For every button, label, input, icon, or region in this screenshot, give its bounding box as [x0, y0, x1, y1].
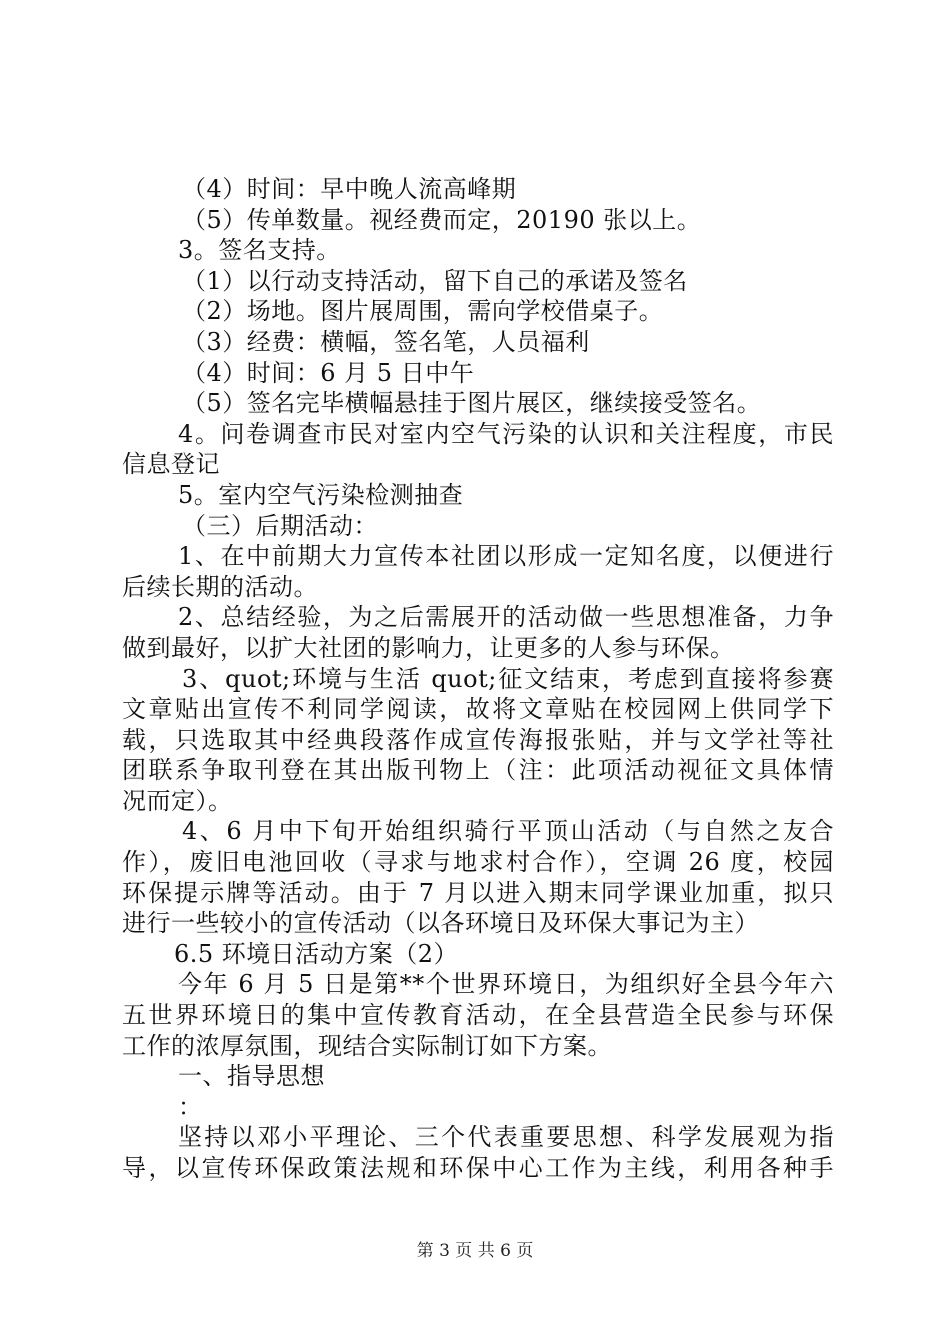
- text-line: 后续长期的活动。: [122, 572, 318, 601]
- text-line: 信息登记: [122, 450, 220, 479]
- text-line: 导，以宣传环保政策法规和环保中心工作为主线，利用各种手: [122, 1154, 834, 1182]
- text-line: 一、指导思想: [178, 1062, 325, 1091]
- text-line: （4）时间：6 月 5 日中午: [182, 358, 475, 387]
- document-body: [122, 174, 834, 1184]
- text-line: 做到最好，以扩大社团的影响力，让更多的人参与环保。: [122, 633, 735, 662]
- text-line: （1）以行动支持活动，留下自己的承诺及签名: [182, 266, 688, 295]
- text-line: 进行一些较小的宣传活动（以各环境日及环保大事记为主）: [122, 909, 759, 938]
- text-line: 2、总结经验，为之后需展开的活动做一些思想准备，力争: [178, 603, 834, 632]
- text-line: （5）传单数量。视经费而定，20190 张以上。: [182, 205, 702, 234]
- text-line: 1、在中前期大力宣传本社团以形成一定知名度，以便进行: [178, 542, 834, 571]
- text-line: 今年 6 月 5 日是第**个世界环境日，为组织好全县今年六: [178, 970, 834, 999]
- text-line: 团联系争取刊登在其出版刊物上（注：此项活动视征文具体情: [122, 756, 834, 785]
- text-line: 工作的浓厚氛围，现结合实际制订如下方案。: [122, 1031, 612, 1060]
- text-line: 载，只选取其中经典段落作成宣传海报张贴，并与文学社等社: [122, 725, 834, 754]
- text-line: 文章贴出宣传不利同学阅读，故将文章贴在校园网上供同学下: [122, 695, 834, 724]
- text-line: （5）签名完毕横幅悬挂于图片展区，继续接受签名。: [182, 389, 762, 418]
- text-line: 坚持以邓小平理论、三个代表重要思想、科学发展观为指: [178, 1123, 834, 1152]
- text-line: 6.5 环境日活动方案（2）: [174, 939, 459, 968]
- text-line: （4）时间：早中晚人流高峰期: [182, 175, 517, 203]
- text-line: 3、quot;环境与生活 quot;征文结束，考虑到直接将参赛: [182, 664, 834, 693]
- text-line: （三）后期活动：: [182, 511, 378, 540]
- text-line: 作），废旧电池回收（寻求与地求村合作），空调 26 度，校园: [122, 848, 834, 877]
- text-line: 5。室内空气污染检测抽查: [178, 480, 464, 509]
- text-line: 3。签名支持。: [178, 236, 341, 265]
- text-line: （2）场地。图片展周围，需向学校借桌子。: [182, 297, 664, 326]
- page-footer: 第 3 页 共 6 页: [416, 1241, 534, 1261]
- text-line: （3）经费：横幅，签名笔，人员福利: [182, 327, 590, 356]
- text-line: 环保提示牌等活动。由于 7 月以进入期末同学课业加重，拟只: [122, 878, 834, 907]
- text-line: 况而定）。: [122, 786, 233, 815]
- text-line: 4、6 月中下旬开始组织骑行平顶山活动（与自然之友合: [182, 817, 834, 846]
- text-line: 4。问卷调查市民对室内空气污染的认识和关注程度，市民: [178, 419, 834, 448]
- text-line: ：: [178, 1092, 203, 1121]
- text-line: 五世界环境日的集中宣传教育活动，在全县营造全民参与环保: [122, 1001, 834, 1030]
